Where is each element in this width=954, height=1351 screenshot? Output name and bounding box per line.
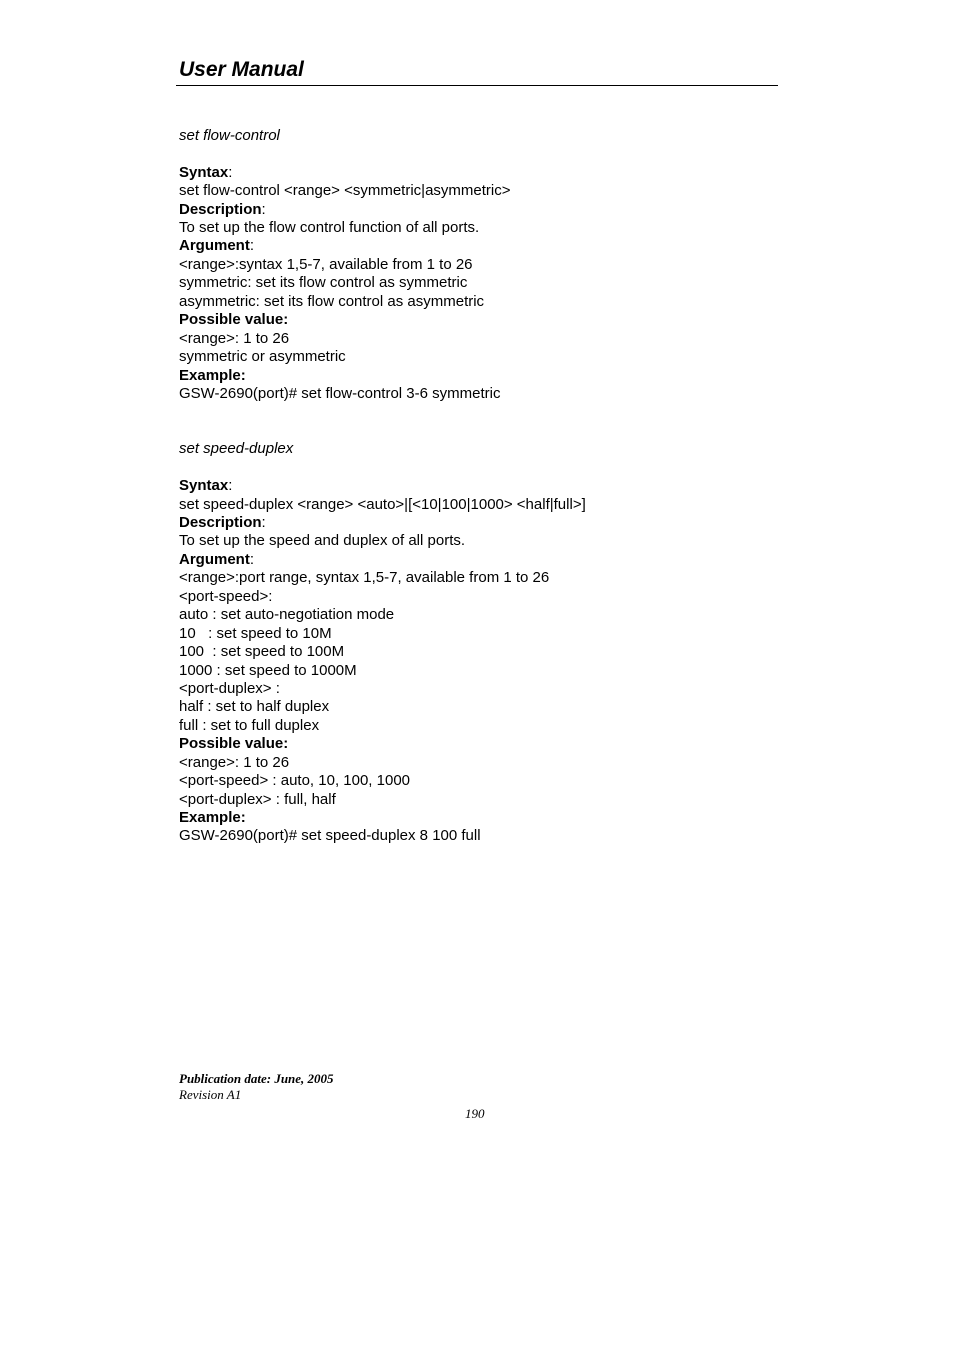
argument-line: asymmetric: set its flow control as asymmetric xyxy=(179,293,485,310)
syntax-label: Syntax xyxy=(179,477,229,494)
description-label: Description xyxy=(179,514,262,531)
argument-line: 100 : set speed to 100M xyxy=(179,643,345,660)
page-header-title: User Manual xyxy=(179,58,304,81)
argument-line: auto : set auto-negotiation mode xyxy=(179,606,395,623)
possible-value-line: symmetric or asymmetric xyxy=(179,348,346,365)
argument-heading: Argument: xyxy=(179,237,255,254)
argument-heading: Argument: xyxy=(179,551,255,568)
possible-value-line: <port-duplex> : full, half xyxy=(179,791,336,808)
syntax-text: set speed-duplex <range> <auto>|[<10|100|1000> <half|full>] xyxy=(179,496,586,513)
syntax-heading: Syntax: xyxy=(179,477,233,494)
possible-value-label: Possible value: xyxy=(179,311,289,328)
page-number: 190 xyxy=(465,1106,485,1121)
section-title-flow-control: set flow-control xyxy=(179,127,280,144)
header-rule xyxy=(176,85,778,86)
syntax-heading: Syntax: xyxy=(179,164,233,181)
argument-line: <range>:port range, syntax 1,5-7, available from 1 to 26 xyxy=(179,569,550,586)
argument-line: symmetric: set its flow control as symmetric xyxy=(179,274,468,291)
description-text: To set up the flow control function of all ports. xyxy=(179,219,480,236)
description-heading: Description: xyxy=(179,514,266,531)
argument-line: 1000 : set speed to 1000M xyxy=(179,662,357,679)
example-text: GSW-2690(port)# set flow-control 3-6 symmetric xyxy=(179,385,501,402)
possible-value-line: <port-speed> : auto, 10, 100, 1000 xyxy=(179,772,411,789)
revision-label: Revision A1 xyxy=(179,1087,242,1102)
argument-label: Argument xyxy=(179,237,250,254)
description-label: Description xyxy=(179,201,262,218)
argument-label: Argument xyxy=(179,551,250,568)
syntax-text: set flow-control <range> <symmetric|asymmetric> xyxy=(179,182,511,199)
possible-value-label: Possible value: xyxy=(179,735,289,752)
argument-line: full : set to full duplex xyxy=(179,717,320,734)
description-text: To set up the speed and duplex of all ports. xyxy=(179,532,466,549)
description-heading: Description: xyxy=(179,201,266,218)
possible-value-line: <range>: 1 to 26 xyxy=(179,330,290,347)
argument-line: <port-duplex> : xyxy=(179,680,280,697)
example-label: Example: xyxy=(179,809,246,826)
argument-line: <port-speed>: xyxy=(179,588,273,605)
argument-line: 10 : set speed to 10M xyxy=(179,625,332,642)
argument-line: <range>:syntax 1,5-7, available from 1 to 26 xyxy=(179,256,473,273)
possible-value-line: <range>: 1 to 26 xyxy=(179,754,290,771)
publication-date: Publication date: June, 2005 xyxy=(179,1071,334,1086)
argument-line: half : set to half duplex xyxy=(179,698,330,715)
syntax-label: Syntax xyxy=(179,164,229,181)
example-label: Example: xyxy=(179,367,246,384)
example-text: GSW-2690(port)# set speed-duplex 8 100 full xyxy=(179,827,481,844)
section-title-speed-duplex: set speed-duplex xyxy=(179,440,294,457)
